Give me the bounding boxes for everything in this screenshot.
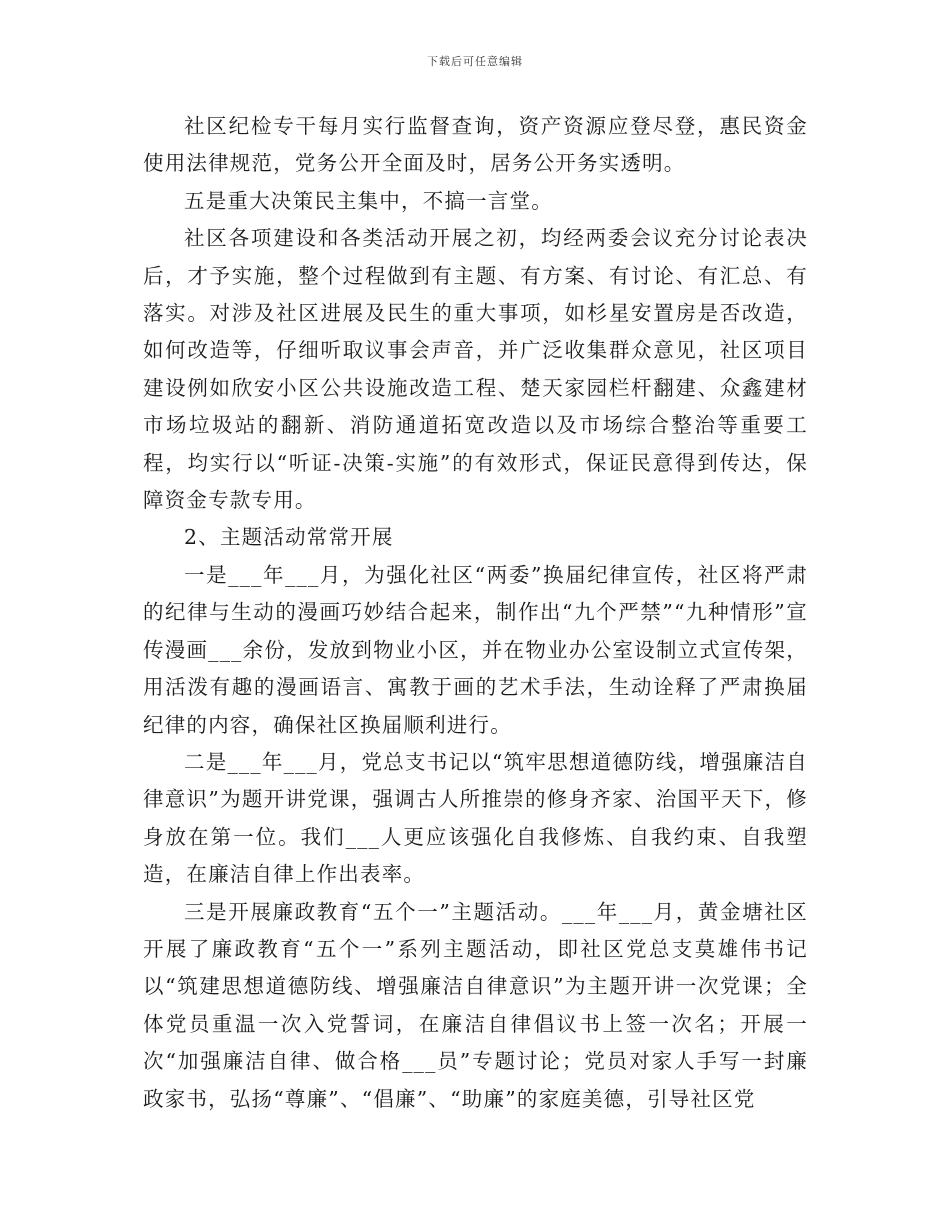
paragraph-1: 社区纪检专干每月实行监督查询，资产资源应登尽登，惠民资金使用法律规范，党务公开全面及时，居务公开务实透明。 [143, 114, 808, 176]
paragraph-2: 五是重大决策民主集中，不搞一言堂。 [184, 188, 553, 213]
paragraph-3: 社区各项建设和各类活动开展之初，均经两委会议充分讨论表决后，才予实施，整个过程做到有主题、有方案、有讨论、有汇总、有落实。对涉及社区进展及民生的重大事项，如杉星安置房是否改造，如何改造等，仔细听取议事会声音，并广泛收集群众意见，社区项目建设例如欣安小区公共设施改造工程、楚天家园栏杆翻建、众鑫建材市场垃圾站的翻新、消防通道拓宽改造以及市场综合整治等重要工程，均实行以“听证-决策-实施”的有效形式，保证民意得到传达，保障资金专款专用。 [143, 226, 808, 513]
paragraph-6: 二是___年___月，党总支书记以“筑牢思想道德防线，增强廉洁自律意识”为题开讲党课，强调古人所推崇的修身齐家、治国平天下，修身放在第一位。我们___人更应该强化自我修炼、自我约束、自我塑造，在廉洁自律上作出表率。 [143, 749, 808, 887]
section-heading: 2、主题活动常常开展 [184, 525, 394, 550]
paragraph-5: 一是___年___月，为强化社区“两委”换届纪律宣传，社区将严肃的纪律与生动的漫画巧妙结合起来，制作出“九个严禁”“九种情形”宣传漫画___余份，发放到物业小区，并在物业办公室设制立式宣传架，用活泼有趣的漫画语言、寓教于画的艺术手法，生动诠释了严肃换届纪律的内容，确保社区换届顺利进行。 [143, 562, 808, 737]
paragraph-7: 三是开展廉政教育“五个一”主题活动。___年___月，黄金塘社区开展了廉政教育“五个一”系列主题活动，即社区党总支莫雄伟书记以“筑建思想道德防线、增强廉洁自律意识”为主题开讲一次党课；全体党员重温一次入党誓词，在廉洁自律倡议书上签一次名；开展一次“加强廉洁自律、做合格___员”专题讨论；党员对家人手写一封廉政家书，弘扬“尊廉”、“倡廉”、“助廉”的家庭美德，引导社区党 [143, 899, 808, 1111]
page-header-note: 下载后可任意编辑 [427, 55, 523, 68]
document-body [143, 108, 808, 1118]
